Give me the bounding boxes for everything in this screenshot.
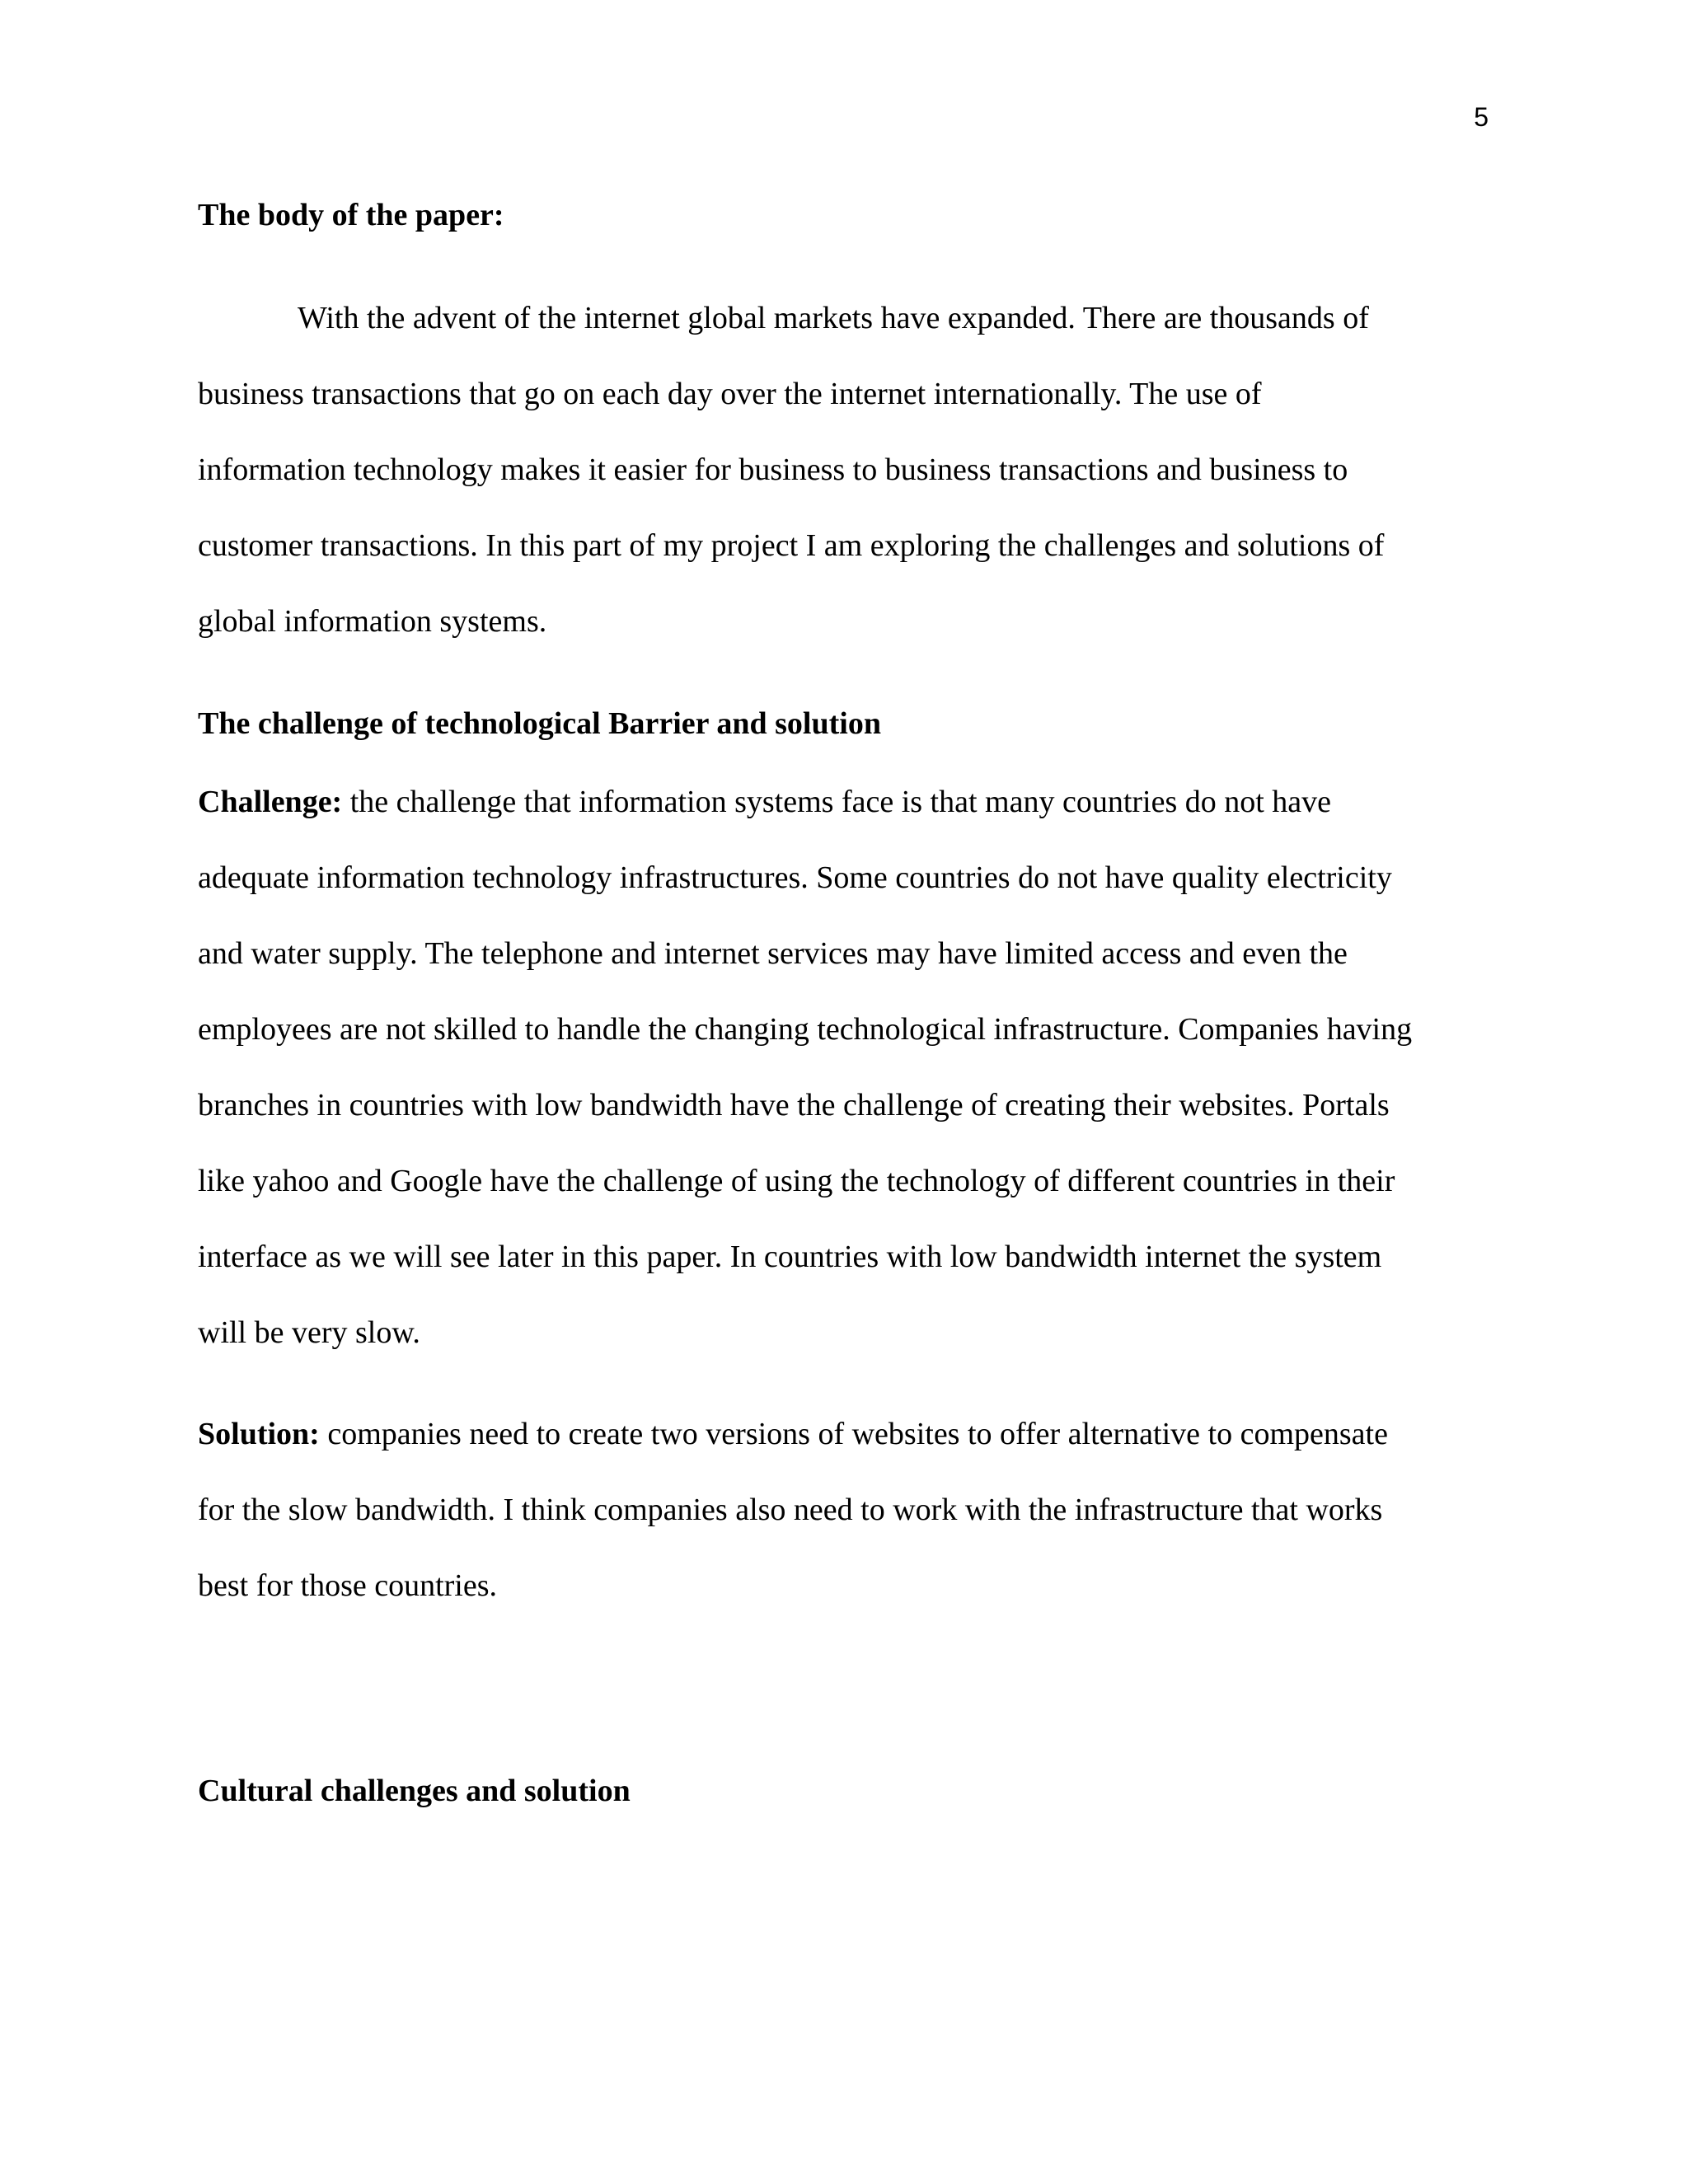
challenge-paragraph <box>198 764 1517 1371</box>
heading-technological-barrier: The challenge of technological Barrier and solution <box>198 706 881 741</box>
challenge-text: the challenge that information systems face is that many countries do not have <box>342 785 1332 819</box>
challenge-line: will be very slow. <box>198 1315 420 1350</box>
challenge-line: interface as we will see later in this paper. In countries with low bandwidth internet the system <box>198 1240 1382 1274</box>
heading-cultural-challenges: Cultural challenges and solution <box>198 1774 631 1808</box>
intro-line: customer transactions. In this part of my project I am exploring the challenges and solutions of <box>198 528 1385 563</box>
intro-line: business transactions that go on each day over the internet internationally. The use of <box>198 377 1262 411</box>
challenge-line: adequate information technology infrastructures. Some countries do not have quality electricity <box>198 860 1392 895</box>
solution-line: best for those countries. <box>198 1568 498 1603</box>
heading-body-of-paper: The body of the paper: <box>198 198 504 232</box>
intro-line: With the advent of the internet global markets have expanded. There are thousands of <box>298 301 1369 335</box>
solution-line: for the slow bandwidth. I think companies also need to work with the infrastructure that works <box>198 1493 1383 1527</box>
challenge-first-line <box>198 764 1517 840</box>
challenge-label: Challenge: <box>198 785 343 819</box>
intro-paragraph <box>198 280 1517 659</box>
solution-paragraph <box>198 1396 1517 1624</box>
page-number: 5 <box>1474 102 1489 132</box>
intro-line: global information systems. <box>198 604 547 639</box>
solution-text: companies need to create two versions of websites to offer alternative to compensate <box>319 1417 1388 1451</box>
solution-first-line <box>198 1396 1517 1472</box>
challenge-line: and water supply. The telephone and internet services may have limited access and even the <box>198 936 1348 971</box>
challenge-line: branches in countries with low bandwidth have the challenge of creating their websites. Portals <box>198 1088 1390 1122</box>
solution-label: Solution: <box>198 1417 320 1451</box>
challenge-line: like yahoo and Google have the challenge of using the technology of different countries in their <box>198 1164 1395 1198</box>
intro-line: information technology makes it easier for business to business transactions and business to <box>198 452 1348 487</box>
challenge-line: employees are not skilled to handle the changing technological infrastructure. Companies having <box>198 1012 1413 1047</box>
